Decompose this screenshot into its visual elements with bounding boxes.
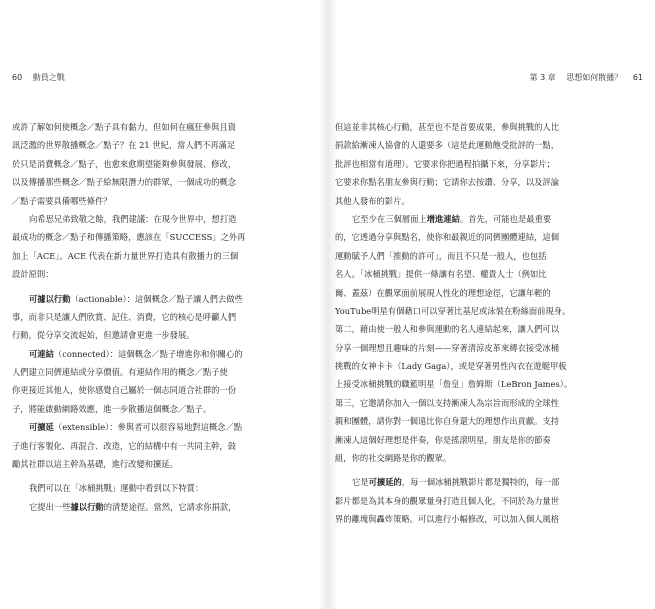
text-run: 最成功的概念／點子和傳播策略，應該在「SUCCESS」之外再 [12,232,246,243]
running-title: 思想如何散播？ [566,73,623,82]
text-run: YouTube明星有個藉口可以穿著比基尼或泳裝在粉絲面前現身。 [335,305,571,316]
text-run: 親和團體，請你對一個遠比你自身還大的理想作出貢獻。支持 [335,416,560,427]
text-run: 批評也相當有道理）。它要求你把過程拍攝下來，分享影片； [335,158,555,169]
text-run: （extensible）：參與者可以很容易地對這概念／點 [53,422,243,433]
text-line [335,136,645,154]
text-line [12,326,308,344]
text-line [335,492,645,510]
text-run: （actionable）：這個概念／點子讓人們去做些 [70,293,243,304]
text-run: 第三，它邀請你加入一個以支持漸凍人為宗旨而形成的全球性 [335,397,560,408]
text-line [12,118,308,136]
text-line [335,320,645,338]
text-run: 運動賦予人們「推動的許可」，而且不只是一般人，也包括 [335,250,547,261]
text-line [335,247,645,265]
text-line [12,290,308,308]
text-line [335,339,645,357]
text-run: 或許了解如何使概念／點子具有黏力，但如何在瘋狂參與且資 [12,122,237,132]
text-line [12,228,308,246]
text-run: 向希思兄弟致敬之餘，我們建議：在現今世界中，想打造 [29,213,237,224]
text-run: 它是 [352,477,369,488]
text-run: ／點子需要具備哪些條件？ [12,195,112,206]
text-line [335,302,645,320]
text-run: 名人。「冰桶挑戰」提供一條讓有名望、權貴人士（例如比 [335,269,547,280]
text-line [335,394,645,412]
text-run: 漸凍人這個好理想是伴奏，你是搖滾明星，朋友是你的節奏 [335,434,551,445]
text-run: 組，你的社交網路是你的觀眾。 [335,453,452,464]
text-line [12,210,308,228]
text-line [335,155,645,173]
text-run: 影片都是為其本身的觀眾量身打造且個人化，不同於為力量世 [335,495,560,506]
text-line [335,173,645,191]
text-run: 捐款給漸凍人協會的人還要多（這是此運動飽受批評的一點， [335,140,560,151]
right-page-header [530,72,643,83]
text-line [12,381,308,399]
text-run: 人們建立同儕連結或分享價值。有連結作用的概念／點子使 [12,367,228,378]
text-line [12,173,308,191]
text-run: 子進行客製化、再混合、改造，它的結構中有一共同主幹，鼓 [12,440,237,451]
bold-term: 可連結 [29,348,54,359]
bold-term: 可據以行動 [29,293,71,304]
text-run: 它提出一些 [29,501,71,512]
text-line [12,400,308,418]
text-line [335,431,645,449]
page-number: 60 [12,73,23,82]
text-run: 訊泛濫的世界散播概念／點子？在 21 世紀，當人們不再滿足 [12,140,236,151]
text-run: 挑戰的女神卡卡（Lady Gaga），或是穿著男性內衣在遊艇甲板 [335,361,567,372]
text-run: 界的離塊與轟炸策略。可以進行小幅修改，可以加入個人風格 [335,514,560,525]
right-page-body [335,118,645,529]
text-run: 以及傳播那些概念／點子給無限潛力的群眾，一個成功的概念 [12,177,237,188]
text-line [335,210,645,228]
text-line [335,284,645,302]
text-line [335,473,645,491]
text-line [335,375,645,393]
bold-term: 可擴延 [29,422,54,433]
text-run: 分享一個理想且趣味的片刻——穿著清涼皮革來縛衣接受冰桶 [335,342,560,353]
text-run: 它要求你點名朋友參與行動；它請你去按讚、分享，以及評論 [335,177,560,188]
text-line [12,192,308,210]
bold-term: 據以行動 [70,501,104,512]
text-run: 事，而非只是讓人們欣賞、記住、消費，它的核心是呼籲人們 [12,311,237,322]
text-line [12,136,308,154]
text-line [335,118,645,136]
text-line [335,449,645,467]
text-run: （connected）：這個概念／點子增進你和你關心的 [53,348,243,359]
text-line [335,192,645,210]
text-run: 的，它透過分享與點名，使你和最親近的同儕團體連結，這個 [335,232,560,243]
text-line [12,265,308,283]
bold-term: 可擴延的 [368,477,402,488]
left-page-header [12,72,65,83]
text-line [12,345,308,363]
text-run: 我們可以在「冰桶挑戰」運動中看到以下特質： [29,483,204,494]
text-run: 的清楚途徑。當然，它請求你捐款， [103,501,237,512]
text-run: 爾、蓋茲）在觀眾面前展現人性化的理想途徑，它讓年輕的 [335,287,551,298]
text-line [12,363,308,381]
text-line [12,455,308,473]
running-title: 動員之戰 [32,73,65,82]
left-page [0,0,320,609]
text-run: 勵其社群以這主幹為基礎，進行改變和擴延。 [12,459,178,470]
text-run: 設計原則： [12,269,54,280]
text-line [335,412,645,430]
left-page-body [12,118,308,516]
text-run: 它至少在三個層面上 [352,213,427,224]
text-line [12,479,308,497]
text-line [335,510,645,528]
chapter-label: 第 3 章 [529,73,556,82]
text-run: 子，將能啟動網路效應，進一步散播這個概念／點子。 [12,403,212,414]
bold-term: 增進連結 [426,213,460,224]
text-line [12,498,308,516]
text-line [12,155,308,173]
text-run: 於只是消費概念／點子，也愈來愈期望能夠參與發展、修改， [12,158,237,169]
text-run: 第二，藉由使一般人和參與運動的名人連結起來，讓人們可以 [335,324,560,335]
text-line [12,308,308,326]
text-run: 上接受冰桶挑戰的職籃明星「詹皇」詹姆斯（LeBron James）。 [335,379,573,390]
text-line [335,357,645,375]
text-run: 你更接近其他人，使你感覺自己屬於一個志同道合社群的一份 [12,385,237,396]
text-run: 行動，從分享交流起始，但邀請會更進一步發展。 [12,330,195,341]
text-run: 。首先，可能也是最重要 [459,213,552,224]
text-line [12,437,308,455]
page-number: 61 [632,73,643,82]
text-run: 加上「ACE」。ACE 代表在新力量世界打造具有散播力的三個 [12,250,239,261]
text-line [335,265,645,283]
text-line [12,247,308,265]
text-run: ，每一個冰桶挑戰影片都是獨特的，每一部 [401,477,560,488]
right-page [335,0,655,609]
text-run: 其他人發布的影片。 [335,195,410,206]
text-line [335,228,645,246]
text-run: 但這並非其核心行動，甚至也不是首要成果，參與挑戰的人比 [335,122,560,132]
text-line [12,418,308,436]
